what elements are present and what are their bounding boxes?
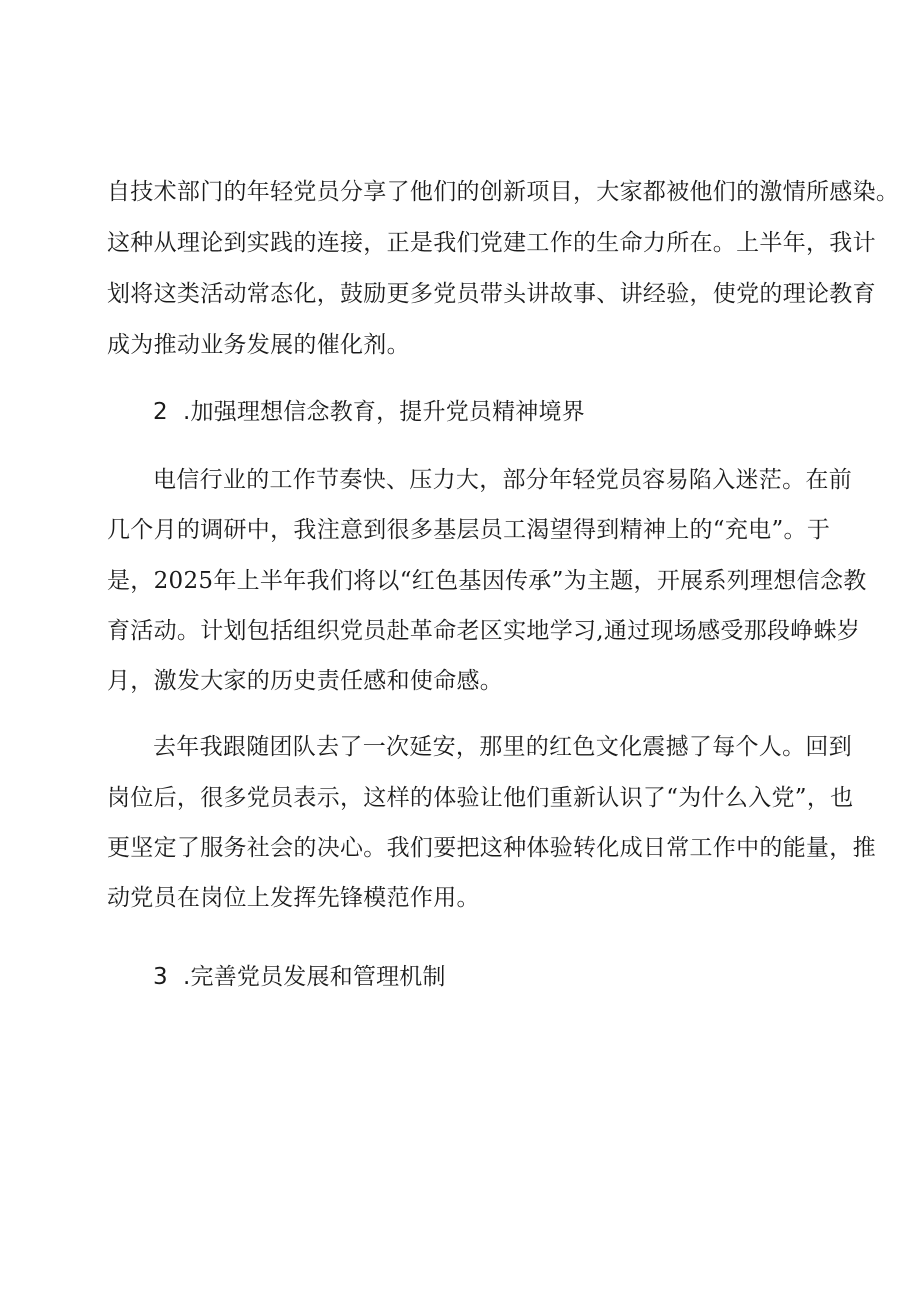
paragraph-line: 更坚定了服务社会的决心。我们要把这种体验转化成日常工作中的能量，推 (107, 835, 876, 861)
paragraph-line: 自技术部门的年轻党员分享了他们的创新项目，大家都被他们的激情所感染。 (107, 179, 900, 205)
paragraph-line: 去年我跟随团队去了一次延安，那里的红色文化震撼了每个人。回到 (153, 734, 852, 760)
section-title: .加强理想信念教育，提升党员精神境界 (183, 399, 585, 425)
paragraph-line: 动党员在岗位上发挥先锋模范作用。 (107, 885, 480, 911)
section-number: 2 (153, 399, 168, 425)
paragraph-line: 电信行业的工作节奏快、压力大，部分年轻党员容易陷入迷茫。在前 (153, 467, 852, 493)
paragraph-line: 这种从理论到实践的连接，正是我们党建工作的生命力所在。上半年，我计 (107, 230, 876, 256)
section-number: 3 (153, 964, 168, 990)
section-heading-3 (153, 963, 446, 991)
paragraph-line: 成为推动业务发展的催化剂。 (107, 332, 410, 358)
paragraph-line: 育活动。计划包括组织党员赴革命老区实地学习,通过现场感受那段峥蛛岁 (107, 618, 861, 644)
paragraph-line: 几个月的调研中，我注意到很多基层员工渴望得到精神上的“充电”。于 (107, 517, 831, 543)
paragraph-line: 岗位后，很多党员表示，这样的体验让他们重新认识了“为什么入党”，也 (107, 785, 854, 811)
section-title: .完善党员发展和管理机制 (183, 964, 446, 990)
paragraph-line: 是，2025年上半年我们将以“红色基因传承”为主题，开展系列理想信念教 (107, 568, 867, 594)
paragraph-line: 划将这类活动常态化，鼓励更多党员带头讲故事、讲经验，使党的理论教育 (107, 281, 876, 307)
paragraph-line: 月，激发大家的历史责任感和使命感。 (107, 668, 504, 694)
section-heading-2 (153, 398, 585, 426)
